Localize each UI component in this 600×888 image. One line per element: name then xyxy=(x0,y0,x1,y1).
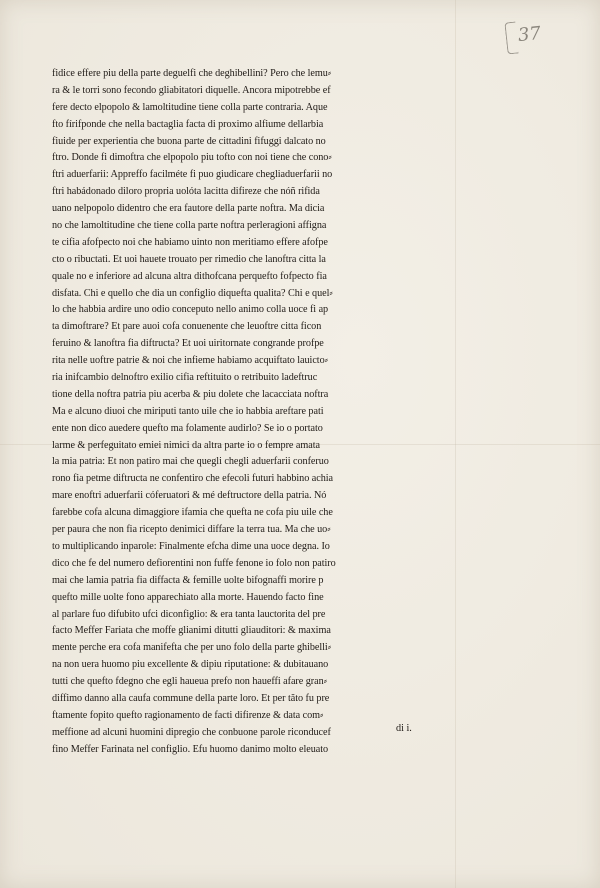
catchword: di i. xyxy=(396,723,412,734)
text-line: ftro. Donde fi dimoftra che elpopolo piu tofto con noi tiene che cono⸗ xyxy=(52,152,332,164)
text-line: ftri habádonado diloro propria uolóta lacitta difireze che nóñ rifida xyxy=(52,186,320,198)
text-line: diffimo danno alla caufa commune della parte loro. Et per tăto fu pre xyxy=(52,692,330,704)
text-line: ria inifcambio delnoftro exilio cifia reftituito o retribuito ladeftruc xyxy=(52,372,318,384)
text-line: uano nelpopolo didentro che era fautore della parte noftra. Ma dicia xyxy=(52,203,325,215)
text-line: ftamente fopito quefto ragionamento de facti difirenze & data com⸗ xyxy=(52,709,324,721)
text-line: to multiplicando inparole: Finalmente efcha dime una uoce degna. Io xyxy=(52,540,330,552)
text-line: dico che fe del numero defiorentini non fuffe fenone io folo non patiro xyxy=(52,557,336,569)
text-line: rono fia petme diftructa ne confentiro che efecoli futuri habbino achia xyxy=(52,473,334,485)
text-line: no che lamoltitudine che tiene colla parte noftra perleragioni affigna xyxy=(52,220,327,232)
text-line: la mia patria: Et non patiro mai che quegli chegli aduerfarii conferuo xyxy=(52,456,329,468)
text-line: na non uera huomo piu excellente & dipiu riputatione: & dubitauano xyxy=(52,659,329,671)
text-line: tione della noftra patria piu acerba & piu dolete che lacacciata noftra xyxy=(52,388,329,400)
text-line: cto o ribuctati. Et uoi hauete trouato per rimedio che lanoftra citta la xyxy=(52,253,326,265)
text-line: disfata. Chi e quello che dia un configlio diquefta qualita? Chi e quel⸗ xyxy=(52,287,333,299)
text-line: tutti che quefto fdegno che egli haueua prefo non haueffi afare gran⸗ xyxy=(52,676,327,688)
text-line: Ma e alcuno diuoi che miriputi tanto uile che io habbia areftare pati xyxy=(52,405,324,417)
text-line: fidice effere piu della parte deguelfi che deghibellini? Pero che lemu⸗ xyxy=(52,68,332,79)
text-line: feruino & lanoftra fia diftructa? Et uoi uiritornate congrande profpe xyxy=(52,338,324,350)
text-line: fere decto elpopolo & lamoltitudine tiene colla parte contraria. Aque xyxy=(52,101,328,113)
text-line: facto Meffer Fariata che moffe glianimi ditutti gliauditori: & maxima xyxy=(52,625,331,637)
text-line: fino Meffer Farinata nel configlio. Efu huomo danimo molto eleuato xyxy=(52,743,329,755)
text-line: lo che habbia ardire uno odio conceputo nello animo colla uoce fi ap xyxy=(52,304,329,316)
text-line: larme & perfeguitato emiei nimici da altra parte io o fempre amata xyxy=(52,439,320,451)
text-line: mai che lamia patria fia diffacta & femille uolte bifognaffi morire p xyxy=(52,574,324,586)
text-line: fto fírifponde che nella bactaglia facta di proximo alfiume dellarbia xyxy=(52,118,324,130)
text-line: te cifia afofpecto noi che habiamo uinto non meritiamo effere afofpe xyxy=(52,236,328,248)
folio-number: 37 xyxy=(516,22,542,47)
text-line: rita nelle uoftre patrie & noi che infieme habiamo acquiftato lauicto⸗ xyxy=(52,355,328,367)
text-line: meffione ad alcuni huomini dipregio che conbuone parole riconducef xyxy=(52,726,331,738)
text-line: fiuide per experientia che buona parte de cittadini fifuggi dalcato no xyxy=(52,135,326,147)
text-line: mente perche era cofa manifefta che per uno folo della parte ghibelli⸗ xyxy=(52,642,332,654)
text-line: ftri aduerfarii: Appreffo facilméte fi puo giudicare chegliaduerfarii no xyxy=(52,169,333,181)
text-line: ta dimoftrare? Et pare auoi cofa conuenente che leuoftre citta ficon xyxy=(52,321,322,333)
text-line: ra & le torri sono fecondo gliabitatori diquelle. Ancora mipotrebbe ef xyxy=(52,84,331,96)
text-line: farebbe cofa alcuna dimaggiore ifamia che quefta ne cofa piu uile che xyxy=(52,507,333,519)
text-line: al parlare fuo difubito ufci diconfiglio: & era tanta lauctorita del pre xyxy=(52,608,326,620)
text-line: mare enoftri aduerfarii cóferuatori & mé deftructore della patria. Nó xyxy=(52,490,327,502)
text-line: ente non dico auedere quefto ma folamente audirlo? Se io o portato xyxy=(52,422,323,434)
text-line: quale no e inferiore ad alcuna altra dithofcana perquefto fofpecto fia xyxy=(52,270,327,282)
text-line: per paura che non fia ricepto denimici diffare la terra tua. Ma che uo⸗ xyxy=(52,524,331,536)
text-line: quefto mille uolte fono apparechiato alla morte. Hauendo facto fine xyxy=(52,591,324,603)
text-block xyxy=(52,66,438,759)
